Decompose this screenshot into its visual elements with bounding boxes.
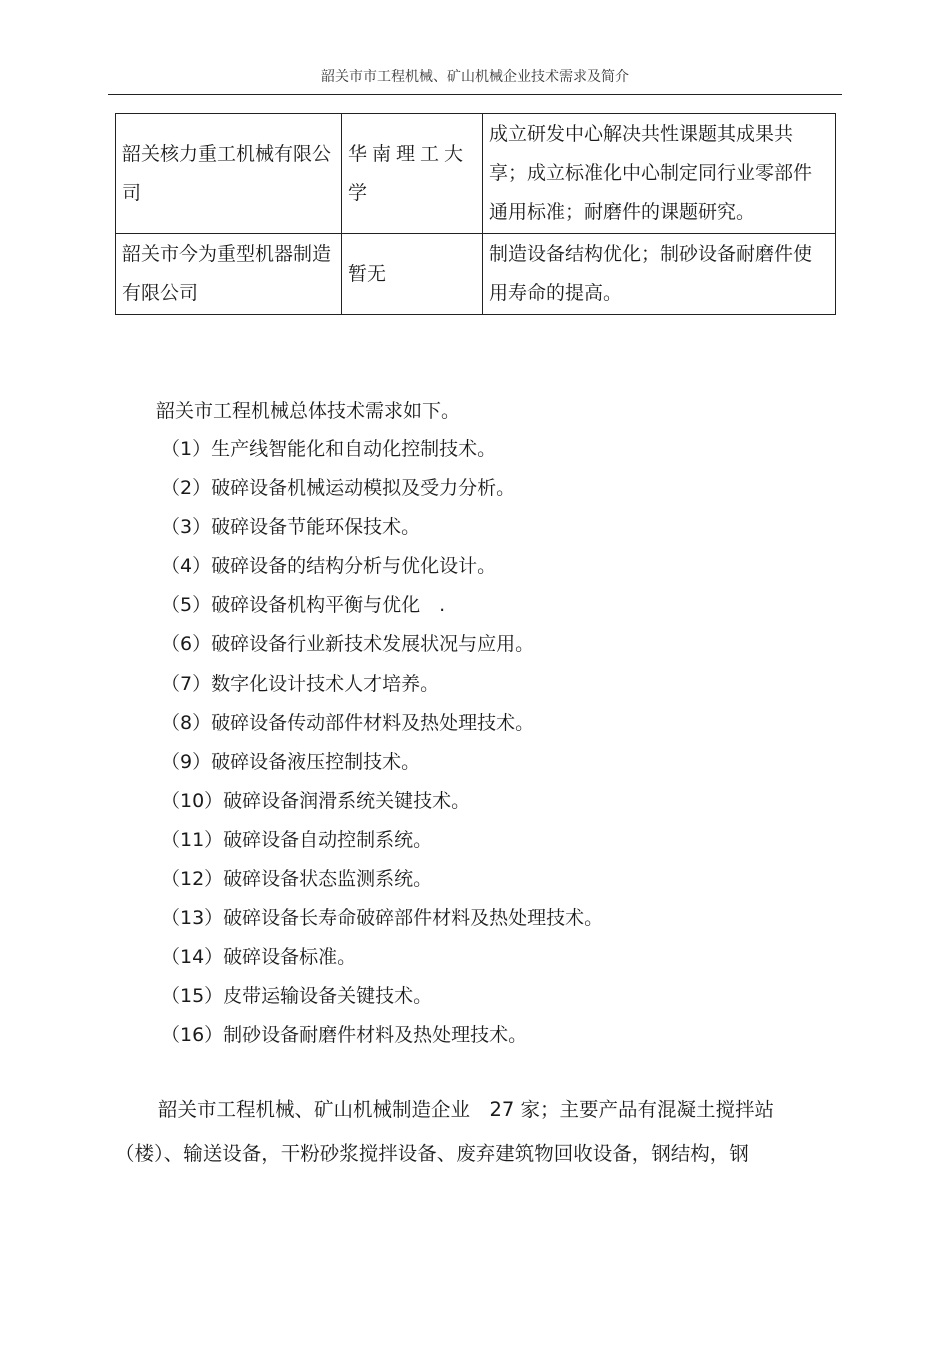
list-item: （3）破碎设备节能环保技术。 — [161, 516, 421, 539]
paragraph-line: 韶关市工程机械、矿山机械制造企业 27 家；主要产品有混凝土搅拌站 — [158, 1098, 775, 1121]
partner-cell: 暂无 — [342, 234, 483, 315]
list-item: （11）破碎设备自动控制系统。 — [161, 828, 433, 851]
company-cell: 韶关核力重工机械有限公司 — [116, 114, 342, 234]
list-item: （6）破碎设备行业新技术发展状况与应用。 — [161, 633, 535, 656]
table-row — [116, 234, 836, 315]
list-item: （13）破碎设备长寿命破碎部件材料及热处理技术。 — [161, 907, 604, 930]
list-item: （2）破碎设备机械运动模拟及受力分析。 — [161, 477, 516, 500]
table-row — [116, 114, 836, 234]
list-item: （10）破碎设备润滑系统关键技术。 — [161, 789, 471, 812]
list-item: （14）破碎设备标准。 — [161, 946, 357, 969]
list-item: （8）破碎设备传动部件材料及热处理技术。 — [161, 711, 535, 734]
needs-cell: 制造设备结构优化；制砂设备耐磨件使用寿命的提高。 — [483, 234, 836, 315]
list-item: （15）皮带运输设备关键技术。 — [161, 985, 433, 1008]
needs-cell: 成立研发中心解决共性课题其成果共享；成立标准化中心制定同行业零部件通用标准；耐磨件的课题研究。 — [483, 114, 836, 234]
requirements-list — [161, 430, 603, 1056]
paragraph-line: （楼）、输送设备，干粉砂浆搅拌设备、废弃建筑物回收设备，钢结构，钢 — [115, 1142, 749, 1165]
company-table — [115, 113, 836, 315]
list-item: （7）数字化设计技术人才培养。 — [161, 672, 440, 695]
page-header: 韶关市市工程机械、矿山机械企业技术需求及简介 — [321, 69, 629, 85]
intro-text: 韶关市工程机械总体技术需求如下。 — [156, 400, 461, 422]
company-cell: 韶关市今为重型机器制造有限公司 — [116, 234, 342, 315]
list-item: （16）制砂设备耐磨件材料及热处理技术。 — [161, 1024, 528, 1047]
list-item: （12）破碎设备状态监测系统。 — [161, 868, 433, 891]
list-item: （4）破碎设备的结构分析与优化设计。 — [161, 555, 497, 578]
partner-cell: 华南理工大学 — [342, 114, 483, 234]
list-item: （1）生产线智能化和自动化控制技术。 — [161, 438, 497, 460]
list-item: （5）破碎设备机构平衡与优化 . — [161, 594, 446, 617]
header-rule — [108, 94, 842, 95]
list-item: （9）破碎设备液压控制技术。 — [161, 750, 421, 773]
